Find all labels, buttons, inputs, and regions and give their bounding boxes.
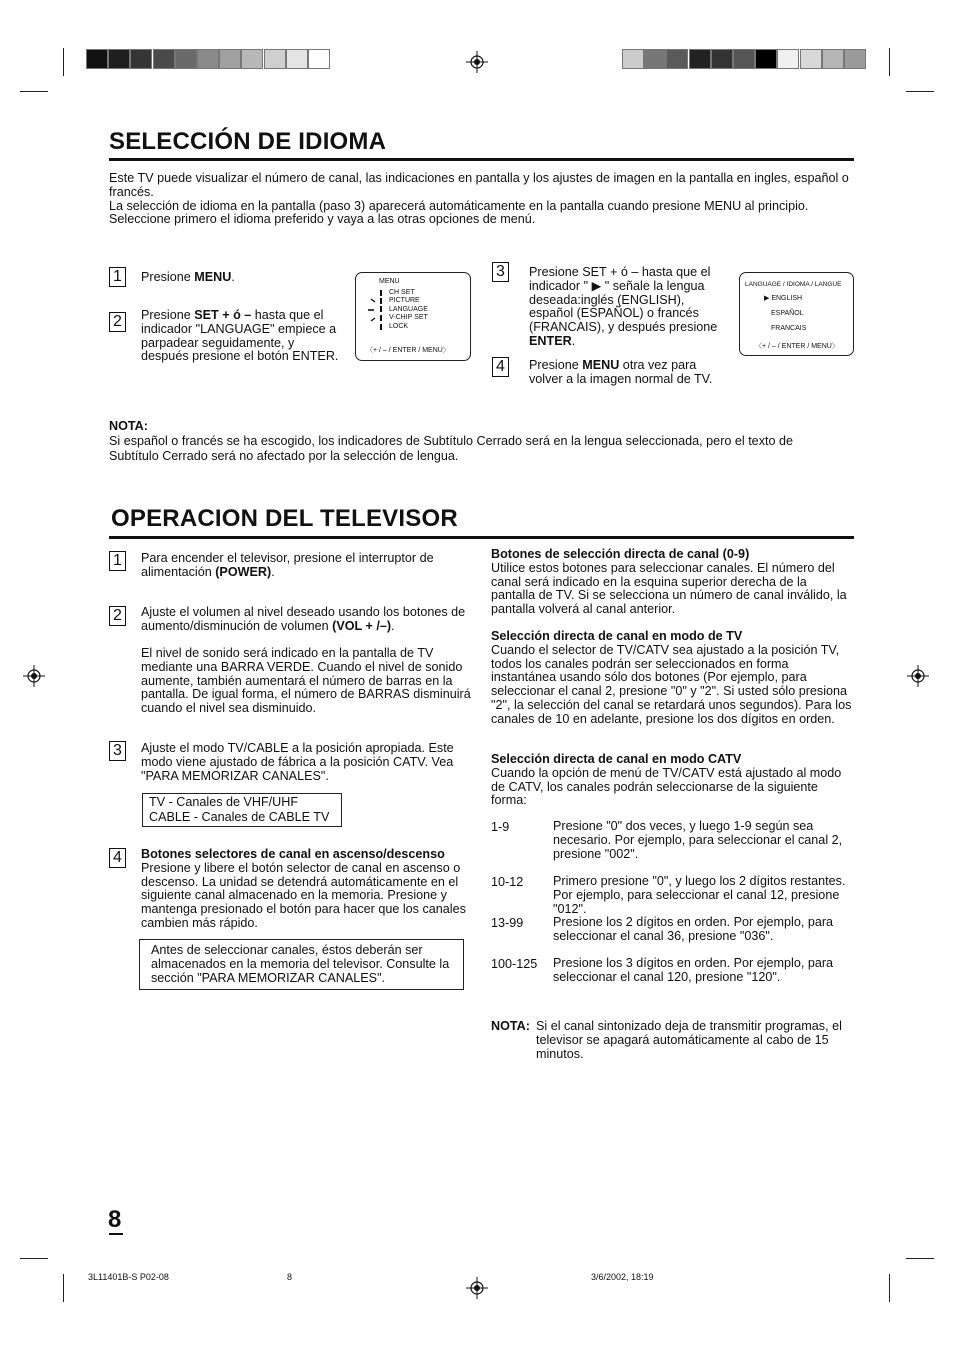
color-swatch	[108, 49, 130, 69]
color-swatch	[689, 49, 711, 69]
color-swatch	[733, 49, 755, 69]
table-value: Primero presione "0", y luego los 2 dígitos restantes. Por ejemplo, para seleccionar el canal 12, presione "012".	[553, 874, 846, 916]
registration-mark-icon	[466, 51, 488, 73]
color-swatch	[622, 49, 644, 69]
osd-item: LOCK	[389, 323, 409, 330]
step-number: 1	[109, 551, 126, 571]
note-text: Si el canal sintonizado deja de transmitir programas, el televisor se apagará automáticamente al cabo de 15 minutos.	[536, 1019, 842, 1061]
step-number: 1	[109, 267, 126, 287]
color-swatch	[175, 49, 197, 69]
section-title-language: SELECCIÓN DE IDIOMA	[109, 128, 387, 155]
crop-mark	[63, 48, 64, 76]
crop-mark	[20, 1258, 48, 1259]
power-step-text: Para encender el televisor, presione el interruptor de alimentación (POWER).	[141, 551, 434, 579]
step-number: 2	[109, 606, 126, 626]
step-1-text: Presione MENU.	[141, 270, 235, 284]
table-key: 10-12	[491, 875, 524, 889]
osd-title: MENU	[379, 278, 400, 285]
color-swatch	[777, 49, 799, 69]
section-rule	[109, 158, 854, 161]
osd-footer: 〈+ / – / ENTER / MENU〉	[366, 347, 450, 354]
section-rule	[109, 536, 854, 539]
osd-item: ▶ ENGLISH	[764, 295, 803, 302]
footer-page: 8	[287, 1272, 293, 1282]
color-swatch	[755, 49, 777, 69]
note-label: NOTA:	[109, 419, 148, 433]
color-swatch	[286, 49, 308, 69]
color-swatch	[666, 49, 688, 69]
osd-item: V-CHIP SET	[389, 314, 428, 321]
channel-updown-text: Botones selectores de canal en ascenso/descenso Presione y libere el botón selector de canal en ascenso o descenso. La unidad se detendrá automáticamente en el siguiente canal almacenado en la memoria. Presione y mantenga presionado el botón para hacer que los canales cambien más rápido.	[141, 847, 466, 930]
footer-doc-id: 3L11401B-S P02-08	[88, 1272, 169, 1282]
color-swatch	[800, 49, 822, 69]
color-swatch	[153, 49, 175, 69]
step-4-text: Presione MENU otra vez para volver a la imagen normal de TV.	[529, 358, 713, 386]
table-value: Presione los 2 dígitos en orden. Por ejemplo, para seleccionar el canal 36, presione "036".	[553, 915, 834, 943]
color-swatch	[308, 49, 330, 69]
step-number: 3	[109, 741, 126, 761]
color-swatch	[711, 49, 733, 69]
step-3-text: Presione SET + ó – hasta que el indicador " ▶ " señale la lengua deseada:inglés (ENGLISH), español (ESPAÑOL) o francés (FRANCAIS), y después presione ENTER.	[529, 265, 718, 348]
osd-item: ESPAÑOL	[771, 310, 804, 317]
volume-bar-text: El nivel de sonido será indicado en la pantalla de TV mediante una BARRA VERDE. Cuando el nivel de sonido aumente, también aumentará el número de barras en la pantalla. De igual forma, el número de BARRAS disminuirá cuando el nivel sea disminuido.	[141, 646, 471, 716]
note-text: Si español o francés se ha escogido, los indicadores de Subtítulo Cerrado será en la lengua seleccionada, pero el texto de Subtítulo Cerrado será no afectado por la selección de lengua.	[109, 434, 793, 463]
page-number-underline	[109, 1233, 123, 1235]
direct-select-section: Botones de selección directa de canal (0-9) Utilice estos botones para seleccionar canales. El número del canal será indicado en la esquina superior derecha de la pantalla de TV. Si se selecciona un número de canal inválido, la pantalla volverá al canal anterior.	[491, 547, 847, 617]
osd-item: FRANCAIS	[771, 325, 807, 332]
color-swatch	[197, 49, 219, 69]
note-label: NOTA:	[491, 1019, 530, 1033]
color-swatch	[644, 49, 666, 69]
step-number: 2	[109, 312, 126, 332]
step-number: 3	[492, 262, 509, 282]
crop-mark	[889, 48, 890, 76]
crop-mark	[906, 91, 934, 92]
table-value: Presione los 3 dígitos en orden. Por ejemplo, para seleccionar el canal 120, presione "120".	[553, 956, 834, 984]
step-number: 4	[492, 357, 509, 377]
color-swatch	[241, 49, 263, 69]
step-2-text: Presione SET + ó – hasta que el indicador "LANGUAGE" empiece a parpadear seguidamente, y después presione el botón ENTER.	[141, 308, 339, 364]
section-title-operation: OPERACION DEL TELEVISOR	[111, 505, 458, 532]
registration-mark-icon	[907, 665, 929, 687]
page-number: 8	[108, 1206, 122, 1233]
color-swatch	[86, 49, 108, 69]
color-swatch	[822, 49, 844, 69]
osd-item: PICTURE	[389, 297, 420, 304]
footer-timestamp: 3/6/2002, 18:19	[591, 1272, 654, 1282]
osd-item: LANGUAGE	[389, 306, 428, 313]
table-key: 1-9	[491, 820, 510, 834]
step-number: 4	[109, 848, 126, 868]
memorize-note-box: Antes de seleccionar canales, éstos deberán ser almacenados en la memoria del televisor. Consulte la sección "PARA MEMORIZAR CANALES".	[139, 939, 464, 990]
color-swatch	[844, 49, 866, 69]
osd-footer: 〈+ / – / ENTER / MENU〉	[755, 343, 839, 350]
catv-mode-section: Selección directa de canal en modo CATV Cuando la opción de menú de TV/CATV está ajustado al modo de CATV, los canales podrán seleccionarse de la siguiente forma:	[491, 752, 842, 808]
language-screen-illustration	[739, 272, 854, 356]
osd-title: LANGUAGE / IDIOMA / LANGUE	[745, 281, 842, 288]
menu-screen-illustration	[355, 272, 471, 361]
table-key: 100-125	[491, 957, 538, 971]
crop-mark	[889, 1274, 890, 1302]
crop-mark	[20, 91, 48, 92]
color-swatch	[130, 49, 152, 69]
tvcable-info-box: TV - Canales de VHF/UHF CABLE - Canales de CABLE TV	[142, 793, 342, 827]
registration-mark-icon	[23, 665, 45, 687]
blinking-indicator-icon	[367, 288, 387, 333]
osd-item: CH SET	[389, 289, 415, 296]
registration-mark-icon	[466, 1277, 488, 1299]
volume-step-text: Ajuste el volumen al nivel deseado usando los botones de aumento/disminución de volumen (VOL + /–).	[141, 605, 466, 633]
tvcable-step-text: Ajuste el modo TV/CABLE a la posición apropiada. Este modo viene ajustado de fábrica a la posición CATV. Vea "PARA MEMORIZAR CANALES".	[141, 741, 454, 783]
color-swatch	[264, 49, 286, 69]
table-key: 13-99	[491, 916, 524, 930]
color-swatch	[219, 49, 241, 69]
tv-mode-section: Selección directa de canal en modo de TV Cuando el selector de TV/CATV sea ajustado a la posición TV, todos los canales podrán ser seleccionados en forma instantánea usando sólo dos botones (Por ejemplo, para seleccionar el canal 2, presione "0" y "2". Si usted sólo presiona "2", la selección del canal se retardará unos segundos). Para los canales de 10 en adelante, presione los dos dígitos en orden.	[491, 629, 852, 726]
crop-mark	[63, 1274, 64, 1302]
table-value: Presione "0" dos veces, y luego 1-9 según sea necesario. Por ejemplo, para seleccionar el canal 2, presione "002".	[553, 819, 843, 861]
crop-mark	[906, 1258, 934, 1259]
intro-paragraph: Este TV puede visualizar el número de canal, las indicaciones en pantalla y los ajustes de imagen en la pantalla en ingles, español o francés. La selección de idioma en la pantalla (paso 3) aparecerá automáticamente en la pantalla cuando presione MENU al principio. Seleccione primero el idioma preferido y vaya a las otras opciones de menú.	[109, 171, 849, 227]
